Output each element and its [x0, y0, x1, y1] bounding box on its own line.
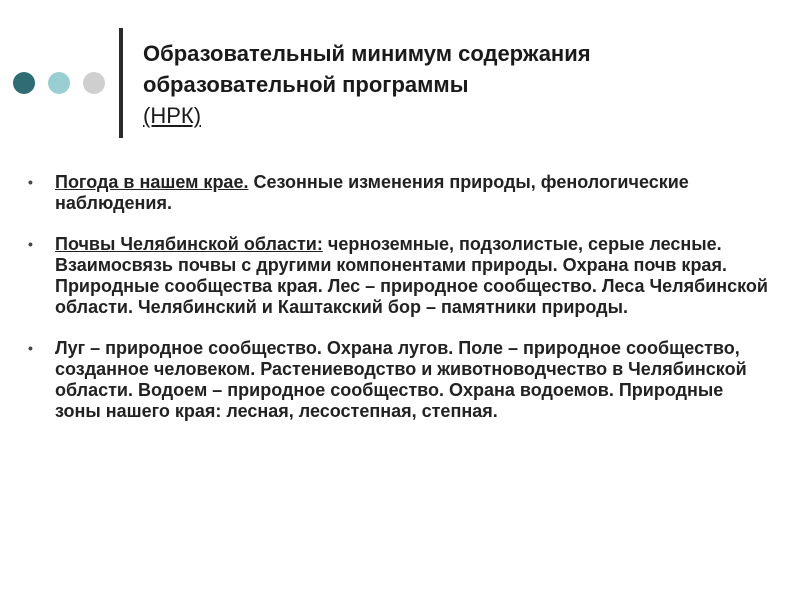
title-line-2: образовательной программы: [143, 72, 469, 97]
slide-title: [143, 38, 591, 131]
bullet-icon: •: [28, 174, 33, 190]
content-list: [28, 172, 768, 442]
item-text: Сезонные изменения природы, фенологические наблюдения.: [55, 172, 689, 213]
decorative-dots: [13, 72, 105, 94]
item-heading: Почвы Челябинской области:: [55, 234, 323, 254]
item-heading: Погода в нашем крае.: [55, 172, 249, 192]
dark-teal-dot: [13, 72, 35, 94]
list-item: [28, 338, 768, 422]
list-item: [28, 234, 768, 318]
light-teal-dot: [48, 72, 70, 94]
bullet-icon: •: [28, 340, 33, 356]
gray-dot: [83, 72, 105, 94]
title-divider: [119, 28, 123, 138]
title-line-3: (НРК): [143, 103, 202, 128]
list-item: [28, 172, 768, 214]
title-line-1: Образовательный минимум содержания: [143, 41, 591, 66]
item-text: Луг – природное сообщество. Охрана лугов. Поле – природное сообщество, созданное человеком. Растениеводство и животноводчество в Челябинской области. Водоем – природное сообщество. Охрана водоемов. Природные зоны нашего края: лесная, лесостепная, степная.: [55, 338, 747, 421]
item-text: черноземные, подзолистые, серые лесные. Взаимосвязь почвы с другими компонентами природы. Охрана почв края. Природные сообщества края. Лес – природное сообщество. Леса Челябинской области. Челябинский и Каштакский бор – памятники природы.: [55, 234, 768, 317]
bullet-icon: •: [28, 236, 33, 252]
